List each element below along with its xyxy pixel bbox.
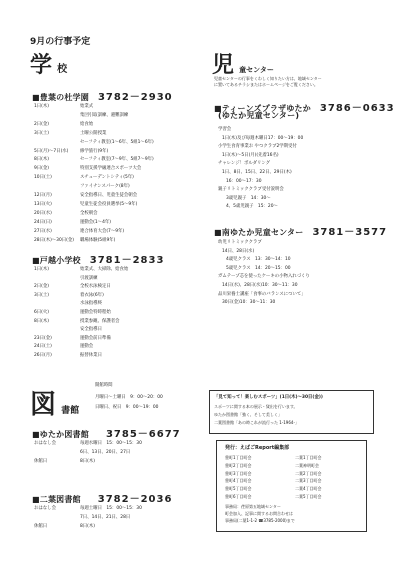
list-item: [34, 335, 111, 341]
list-item-text: 運動会: [80, 344, 94, 350]
list-item-text: 始業式: [80, 104, 94, 109]
library-yutaka-phone: 3785－6677: [105, 429, 181, 440]
list-item-date: 2日(金): [34, 284, 50, 290]
list-item-date: 6日(火): [34, 310, 50, 315]
library-small-char: 書館: [61, 406, 80, 416]
list-item-date: 13日(火): [34, 201, 52, 207]
library-hours-holiday: 日曜日、祝日 9：00〜19：00: [95, 405, 159, 410]
children-intro-1: 児童センターの行事をくわしく知りたい方は、地域センター: [214, 76, 322, 81]
list-item: [34, 275, 98, 281]
list-item-date: 休館日: [34, 458, 48, 464]
children-small-char: 童センター: [239, 66, 274, 74]
list-item-text: 安全指導日: [80, 327, 102, 333]
children-section2-phone: 3781－3577: [312, 227, 388, 238]
list-item-date: 20日(水): [34, 210, 52, 216]
list-item: 5歳児クラス 14：20〜15：00: [226, 265, 291, 271]
children-section2-name: ■南ゆたか児童センター: [214, 228, 304, 237]
list-item: 二葉5丁目町会: [295, 493, 322, 499]
exhibit-line-3: 二葉図書館「あの時これが流行った 1-1964-」: [214, 420, 299, 425]
list-item-date: 5日(月)〜7日(水): [34, 148, 69, 154]
list-item-text: 着衣泳(6年): [80, 292, 104, 298]
list-item: 1日、8日、15日、22日、29日(木): [222, 170, 292, 175]
list-item: [34, 228, 124, 234]
list-item-date: 28日(木)〜30日(金): [34, 237, 74, 243]
list-item-date: 24日(土): [34, 344, 52, 350]
list-item-text: 毎週水曜日 15：00〜15：30: [80, 441, 142, 446]
library-big-char: 図: [30, 390, 57, 420]
list-item-date: おはなし会: [34, 506, 56, 511]
list-item-text: 授業参観、保護者会: [80, 318, 120, 324]
list-item: 1日(木)及び毎週木曜日17：00〜19：00: [222, 135, 304, 141]
list-item-text: 8日(木): [80, 523, 96, 529]
list-item: 豊町4丁目町会: [225, 478, 252, 484]
list-item: 1日(木)〜5日(月)(先着16名): [222, 152, 279, 158]
children-section2-header: [214, 223, 387, 238]
list-item: [34, 352, 102, 358]
school-section2-header: [32, 251, 164, 266]
page-title: 9月の行事予定: [30, 37, 91, 47]
list-item-text: 運動会(1〜4年): [80, 219, 111, 225]
list-item: [34, 148, 108, 154]
list-item: 豊町2丁目町会: [225, 462, 252, 468]
exhibit-title: 「見て知って！楽しむスポーツ」(1日(木)〜30日(金)): [214, 395, 323, 400]
list-item: 二葉3丁目町会: [295, 478, 322, 484]
list-item: [34, 283, 111, 289]
report-title: 発行：えばごReport編集部: [225, 445, 290, 451]
list-item: 学習会: [218, 127, 232, 132]
school-section2-name: ■戸越小学校: [32, 256, 81, 265]
school-small-char: 校: [57, 64, 68, 75]
list-item-text: 特別支援学級連合スポーツ大会: [80, 166, 142, 172]
children-big-char: 児: [212, 53, 235, 78]
list-item: [34, 505, 142, 511]
list-item-date: 27日(水): [34, 228, 52, 234]
report-footer-2: 町会加入、記事に関するお問合わせは: [225, 511, 293, 516]
list-item: 二葉2丁目町会: [295, 470, 322, 476]
list-item-date: 24日(日): [34, 219, 52, 225]
list-item: チャレンジ！ボルダリング: [218, 161, 271, 167]
list-item-date: 9日(金): [34, 166, 50, 172]
list-item-text: 全校朝会: [80, 210, 98, 216]
list-item-text: スチューデントシティ(5年): [80, 175, 134, 181]
list-item-text: 水泳指導終: [80, 301, 102, 307]
list-item-date: 3日(土): [34, 292, 50, 298]
list-item-date: 2日(金): [34, 121, 50, 127]
list-item-text: 毎週土曜日 15：00〜15：30: [80, 506, 142, 511]
list-item: [34, 112, 128, 118]
report-right-list: [295, 454, 322, 501]
list-item-text: 8日(木): [80, 458, 96, 464]
list-item: [34, 139, 154, 145]
list-item-text: 引渡訓練: [80, 275, 98, 281]
list-item-text: ファイナンスパーク(8年): [80, 184, 130, 190]
list-item: [34, 449, 130, 455]
list-item: [34, 210, 98, 216]
list-item-text: 職場体験(5組9年): [80, 237, 116, 243]
list-item: [34, 523, 95, 529]
list-item-text: 集団引取訓練、避難訓練: [80, 112, 129, 118]
list-item: 16：00〜17：30: [226, 178, 262, 184]
library-heading: [30, 384, 79, 421]
school-heading: [30, 48, 67, 79]
library-yutaka-name: ■ゆたか図書館: [32, 430, 89, 439]
library-nishi-phone: 3782－2036: [97, 494, 173, 505]
list-item-date: 休館日: [34, 523, 48, 529]
list-item: [34, 237, 115, 243]
list-item: 3歳児親子 14：30〜: [226, 195, 271, 201]
list-item: 4歳児クラス 13：30〜14：10: [226, 257, 291, 263]
list-item-text: 給食始: [80, 121, 94, 127]
report-left-list: [225, 454, 252, 501]
list-item: [34, 266, 128, 272]
list-item-date: 23日(金): [34, 335, 52, 341]
school-section1-phone: 3782－2930: [97, 92, 173, 103]
exhibit-line-2: ゆたか図書館「強く、そして美しく」: [214, 412, 282, 417]
list-item: 幼児リトミッククラブ: [218, 240, 262, 245]
list-item: 豊町5丁目町会: [225, 486, 252, 492]
list-item: [34, 309, 111, 315]
list-item: [34, 514, 130, 520]
children-heading: [212, 48, 274, 79]
list-item: [34, 130, 106, 136]
list-item: [34, 165, 141, 171]
list-item: [34, 343, 93, 349]
library-hours-weekday: 月曜日〜土曜日 9：00〜20：00: [95, 395, 163, 400]
list-item: [34, 201, 137, 207]
list-item: [34, 292, 104, 298]
list-item: 14日(水)、28日(水)10：30〜11：30: [222, 283, 298, 288]
list-item-date: 3日(土): [34, 130, 50, 136]
exhibit-box: [209, 390, 374, 434]
list-item: 豊町3丁目町会: [225, 470, 252, 476]
list-item: 二葉神明町会: [295, 462, 319, 468]
list-item-text: 修学旅行(9年): [80, 148, 109, 154]
list-item-text: セーフティ教室(7〜9年、5組7〜9年): [80, 157, 154, 163]
list-item: ガムテープ芯を使ったケーキの小物入れづくり: [218, 274, 310, 280]
list-item-date: 12日(月): [34, 193, 52, 198]
list-item: 二葉4丁目町会: [295, 486, 322, 492]
list-item-text: 6日、13日、20日、27日: [80, 449, 131, 455]
list-item-text: 土曜公開授業: [80, 130, 107, 136]
report-box: [216, 440, 367, 532]
list-item: [34, 183, 130, 189]
list-item: [34, 192, 137, 198]
list-item-text: 運動会前日準備: [80, 335, 111, 341]
report-footer-3: 事務局(二葉1-1-2 ☎3785-2000)まで: [225, 518, 295, 523]
list-item-text: 安全指導日、児童生徒会朝会: [80, 193, 138, 198]
list-item: 豊町1丁目町会: [225, 455, 252, 460]
children-section1-sub: (ゆたか児童センター): [218, 111, 300, 120]
list-item: [34, 156, 154, 162]
list-item-date: おはなし会: [34, 441, 56, 446]
list-item: [34, 440, 142, 446]
school-section1-header: [32, 88, 173, 103]
list-item-text: 7日、14日、21日、28日: [80, 514, 131, 520]
library-yutaka-header: [32, 425, 181, 440]
children-intro-2: に置いてあるチラシまたはホームページをご覧ください。: [214, 82, 318, 87]
school-big-char: 学: [30, 53, 53, 78]
list-item-text: 振替休業日: [80, 353, 102, 358]
list-item: [34, 121, 93, 127]
list-item-text: 児童生徒会役員選挙(5〜9年): [80, 201, 138, 207]
school-section1-name: ■豊葉の杜学園: [32, 93, 89, 102]
list-item: [34, 103, 93, 109]
library-nishi-header: [32, 490, 172, 505]
school-section2-phone: 3781－2833: [89, 255, 165, 266]
library-nishi-name: ■二葉図書館: [32, 495, 81, 504]
list-item-date: 8日(木): [34, 157, 50, 163]
list-item: 14日、28日(水): [222, 248, 255, 254]
list-item-text: 運動会特時程始: [80, 310, 111, 315]
list-item-date: 26日(月): [34, 353, 52, 358]
list-item-text: 全校水泳検定日: [80, 284, 111, 290]
exhibit-line-1: スポーツに関する本の展示・貸出を行います。: [214, 404, 298, 409]
list-item: 品川栄養士講座「食事のバランスについて」: [218, 291, 306, 297]
list-item: [34, 219, 111, 225]
list-item: [34, 318, 120, 324]
list-item-date: 8日(木): [34, 318, 50, 324]
list-item-date: 10日(土): [34, 175, 52, 181]
report-footer-1: 事務局：荏原第五地域センター: [225, 504, 281, 509]
list-item-date: 1日(木): [34, 104, 50, 109]
list-item-text: セーフティ教室(1〜6年、5組1〜6年): [80, 139, 154, 145]
list-item: [34, 300, 102, 306]
list-item: 小学生食育事業お やつクラブ2学期受付: [218, 144, 297, 150]
list-item: [34, 174, 134, 180]
children-section1-phone: 3786－0633: [319, 103, 395, 114]
list-item-text: 始業式、大掃除、給食始: [80, 267, 129, 272]
list-item: 豊町6丁目町会: [225, 493, 252, 499]
library-hours-title: 開館時間: [95, 383, 113, 388]
list-item: 30日(金)10：30〜11：30: [222, 300, 276, 306]
list-item-date: 1日(木): [34, 267, 50, 272]
children-section1-name: ■ティーンズプラザゆたか: [214, 104, 311, 113]
list-item-text: 連合体育大会(7〜9年): [80, 228, 125, 234]
list-item: [34, 326, 102, 332]
list-item: [34, 458, 95, 464]
list-item: 二葉1丁目町会: [295, 455, 322, 460]
list-item: 親子リトミッククラブ受付説明会: [218, 187, 284, 193]
list-item: 4、5歳児親子 15：20〜: [226, 204, 278, 210]
